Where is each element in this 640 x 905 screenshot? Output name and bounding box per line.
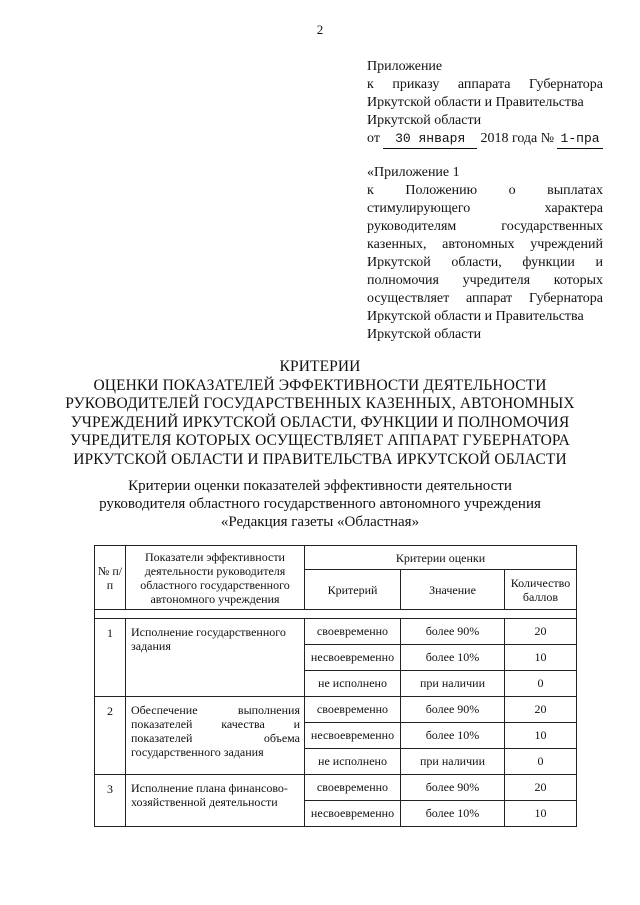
value-cell: более 10% (401, 645, 505, 671)
appendix1-line: стимулирующего характера (367, 201, 603, 216)
table-row (95, 775, 577, 801)
sub-title-line: «Редакция газеты «Областная» (220, 514, 420, 530)
points-cell: 10 (505, 801, 577, 827)
value-cell: более 90% (401, 775, 505, 801)
criterion-cell: своевременно (305, 619, 401, 645)
header-criterion: Критерий (305, 570, 401, 610)
from-label: от (367, 131, 380, 146)
appendix1-line: к Положению о выплатах (367, 183, 603, 198)
sub-title-line: руководителя областного государственного автономного учреждения (99, 496, 541, 512)
order-year: 2018 года № (480, 131, 555, 146)
criterion-cell: несвоевременно (305, 645, 401, 671)
header-points: Количество баллов (505, 570, 577, 610)
value-cell: более 10% (401, 723, 505, 749)
appendix1-line: Иркутской области (367, 327, 482, 342)
indicator-cell: Исполнение плана финансово-хозяйственной деятельности (126, 775, 305, 827)
appendix1-title: «Приложение 1 (367, 165, 460, 180)
appendix1-line: Иркутской области, функции и (367, 255, 603, 270)
appendix1-line: руководителям государственных (367, 219, 603, 234)
sub-title (60, 477, 580, 531)
title-line: РУКОВОДИТЕЛЕЙ ГОСУДАРСТВЕННЫХ КАЗЕННЫХ, АВТОНОМНЫХ (65, 395, 575, 412)
points-cell: 20 (505, 697, 577, 723)
points-cell: 10 (505, 645, 577, 671)
title-line: УЧРЕДИТЕЛЯ КОТОРЫХ ОСУЩЕСТВЛЯЕТ АППАРАТ ГУБЕРНАТОРА (70, 432, 570, 449)
criterion-cell: несвоевременно (305, 723, 401, 749)
title-line: УЧРЕЖДЕНИЙ ИРКУТСКОЙ ОБЛАСТИ, ФУНКЦИИ И ПОЛНОМОЧИЯ (70, 413, 570, 431)
criterion-cell: своевременно (305, 775, 401, 801)
criteria-table (94, 545, 577, 827)
sub-title-line: Критерии оценки показателей эффективности деятельности (128, 478, 512, 494)
criterion-cell: не исполнено (305, 671, 401, 697)
title-line: КРИТЕРИИ (279, 358, 361, 375)
appendix1-block (367, 164, 603, 344)
value-cell: более 90% (401, 697, 505, 723)
indicator-cell: Обеспечение выполнения показателей качества и показателей объема государственного задания (126, 697, 305, 775)
main-title (60, 358, 580, 469)
appendix-region-line: Иркутской области (367, 113, 482, 128)
points-cell: 0 (505, 671, 577, 697)
row-number: 3 (95, 775, 126, 827)
appendix-gov-line: Иркутской области и Правительства (367, 95, 584, 110)
order-number: 1-пра (557, 130, 603, 149)
row-number: 1 (95, 619, 126, 697)
appendix1-line: Иркутской области и Правительства (367, 309, 584, 324)
appendix-header (367, 58, 603, 149)
table-row (95, 697, 577, 723)
title-line: ИРКУТСКОЙ ОБЛАСТИ И ПРАВИТЕЛЬСТВА ИРКУТСКОЙ ОБЛАСТИ (73, 450, 567, 468)
table-spacer (95, 610, 577, 619)
points-cell: 20 (505, 775, 577, 801)
header-value: Значение (401, 570, 505, 610)
header-indicator: Показатели эффективности деятельности руководителя областного государственного автономного учреждения (126, 546, 305, 610)
order-date: 30 января (383, 130, 478, 149)
appendix-label: Приложение (367, 59, 443, 74)
header-criteria-group: Критерии оценки (305, 546, 577, 570)
criterion-cell: своевременно (305, 697, 401, 723)
order-date-line (367, 130, 603, 149)
value-cell: более 10% (401, 801, 505, 827)
appendix1-line: полномочия учредителя которых (367, 273, 603, 288)
value-cell: при наличии (401, 749, 505, 775)
appendix1-line: казенных, автономных учреждений (367, 237, 603, 252)
value-cell: при наличии (401, 671, 505, 697)
points-cell: 10 (505, 723, 577, 749)
table-row (95, 619, 577, 645)
points-cell: 0 (505, 749, 577, 775)
page-number: 2 (316, 22, 324, 37)
criterion-cell: не исполнено (305, 749, 401, 775)
indicator-cell: Исполнение государственного задания (126, 619, 305, 697)
title-line: ОЦЕНКИ ПОКАЗАТЕЛЕЙ ЭФФЕКТИВНОСТИ ДЕЯТЕЛЬНОСТИ (93, 376, 547, 394)
points-cell: 20 (505, 619, 577, 645)
header-num: № п/п (95, 546, 126, 610)
appendix-order-line: к приказу аппарата Губернатора (367, 77, 603, 92)
appendix1-line: осуществляет аппарат Губернатора (367, 291, 603, 306)
value-cell: более 90% (401, 619, 505, 645)
row-number: 2 (95, 697, 126, 775)
criterion-cell: несвоевременно (305, 801, 401, 827)
